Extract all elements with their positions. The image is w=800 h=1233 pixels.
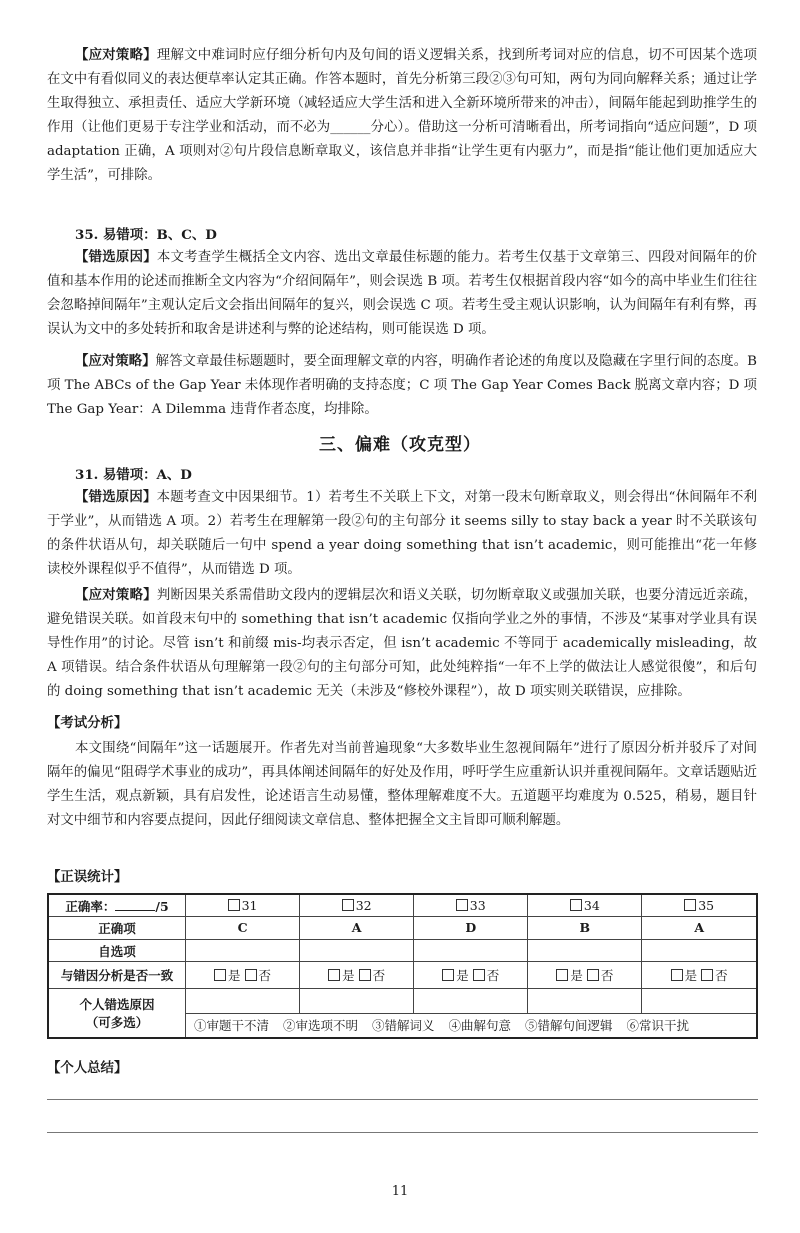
question-number: 35 bbox=[698, 898, 715, 914]
yes-checkbox[interactable] bbox=[442, 969, 454, 981]
accuracy-cell bbox=[48, 894, 186, 917]
correct-answer: C bbox=[186, 917, 300, 940]
reason-options-cell bbox=[186, 1013, 758, 1038]
section-title: 三、偏难（攻克型） bbox=[319, 435, 481, 455]
strategy-tag: 【应对策略】 bbox=[75, 353, 156, 369]
reason-label: 个人错选原因 bbox=[79, 997, 155, 1013]
reason-option: ①审题干不清 bbox=[194, 1018, 270, 1034]
exam-analysis-label: 【考试分析】 bbox=[47, 715, 128, 731]
reason-label-cell bbox=[48, 989, 186, 1038]
summary-write-line[interactable] bbox=[47, 1099, 758, 1100]
no-label: 否 bbox=[258, 968, 272, 984]
correct-answer: D bbox=[414, 917, 528, 940]
error-reason-paragraph-31 bbox=[47, 485, 757, 582]
strategy-text: 理解文中难词时应仔细分析句内及句间的语义逻辑关系，找到所考词对应的信息，切不可因某个选项在文中有看似同义的表达便草率认定其正确。作答本题时，首先分析第三段②③句可知，两句为同向解释关系；通过让学生取得独立、承担责任、适应大学新环境（减轻适应大学生活和进入全新环境所带来的冲击），间隔年能起到助推学生的作用（让他们更易于专注学业和活动，而不必为______分心）。借助这一分析可清晰看出，所考词指向“适应问题”，D 项 adaptation 正确，A 项则对②句片段信息断章取义，该信息并非指“让学生更有内驱力”，而是指“能让他们更加适应大学生活”，可排除。 bbox=[47, 48, 758, 183]
consistency-cell bbox=[414, 962, 528, 989]
yes-checkbox[interactable] bbox=[556, 969, 568, 981]
stats-label: 【正误统计】 bbox=[47, 869, 128, 885]
error-reason-text: 本题考查文中因果细节。1）若考生不关联上下文，对第一段末句断章取义，则会得出“休间隔年不利于学业”，从而错选 A 项。2）若考生在理解第一段②句的主句部分 it seems silly to stay back a year 时不关联该句的条件状语从句，却关联随后一句中 spend a year doing something that isn’t academic，则可能推出“花一年修读校外课程似乎不值得”，从而错选 D 项。 bbox=[47, 490, 757, 577]
table-row bbox=[48, 939, 757, 962]
accuracy-label: 正确率： bbox=[65, 898, 116, 914]
no-checkbox[interactable] bbox=[473, 969, 485, 981]
yes-checkbox[interactable] bbox=[328, 969, 340, 981]
strategy-paragraph-31 bbox=[47, 583, 757, 704]
reason-answer-cell[interactable] bbox=[642, 989, 757, 1014]
strategy-text: 解答文章最佳标题题时，要全面理解文章的内容，明确作者论述的角度以及隐藏在字里行间的态度。B 项 The ABCs of the Gap Year 未体现作者明确的支持态度；C 项 The Gap Year Comes Back 脱离文章内容；D 项 The Gap Year：A Dilemma 违背作者态度，均排除。 bbox=[47, 354, 758, 417]
chosen-answer-cell[interactable] bbox=[414, 939, 528, 962]
question-number: 31 bbox=[241, 898, 258, 914]
question-cell bbox=[642, 894, 757, 917]
yes-checkbox[interactable] bbox=[671, 969, 683, 981]
error-reason-tag: 【错选原因】 bbox=[75, 249, 157, 265]
correct-answer: B bbox=[528, 917, 642, 940]
yes-checkbox[interactable] bbox=[214, 969, 226, 981]
reason-option: ②审选项不明 bbox=[283, 1018, 359, 1034]
question-checkbox[interactable] bbox=[456, 899, 468, 911]
chosen-label: 自选项 bbox=[48, 939, 186, 962]
accuracy-total: /5 bbox=[155, 898, 169, 914]
consistency-cell bbox=[186, 962, 300, 989]
question-31-heading: 31. 易错项：A、D bbox=[75, 467, 192, 483]
reason-option: ④曲解句意 bbox=[448, 1018, 512, 1034]
page-number: 11 bbox=[391, 1184, 409, 1199]
no-checkbox[interactable] bbox=[701, 969, 713, 981]
question-cell bbox=[186, 894, 300, 917]
consistency-cell bbox=[528, 962, 642, 989]
question-number: 32 bbox=[355, 898, 372, 914]
consistency-cell bbox=[300, 962, 414, 989]
question-number: 34 bbox=[583, 898, 600, 914]
question-35-heading: 35. 易错项：B、C、D bbox=[75, 227, 217, 243]
strategy-text: 判断因果关系需借助文段内的逻辑层次和语义关联，切勿断章取义或强加关联，也要分清远近亲疏，避免错误关联。如首段末句中的 something that isn’t academic 仅指向学业之外的事情，不涉及“某事对学业具有误导性作用”的讨论。尽管 isn’t 和前缀 mis-均表示否定，但 isn’t academic 不等同于 academically misleading，故 A 项错误。结合条件状语从句理解第一段②句的主句部分可知，此处纯粹指“一年不上学的做法让人感觉很傻”，和后句的 doing something that isn’t academic 无关（未涉及“修校外课程”），故 D 项实则关联错误，应排除。 bbox=[47, 588, 758, 699]
question-number: 33 bbox=[469, 898, 486, 914]
reason-label-note: （可多选） bbox=[85, 1015, 149, 1031]
reason-answer-cell[interactable] bbox=[300, 989, 414, 1014]
chosen-answer-cell[interactable] bbox=[186, 939, 300, 962]
yes-label: 是 bbox=[342, 968, 355, 984]
reason-answer-cell[interactable] bbox=[414, 989, 528, 1014]
no-checkbox[interactable] bbox=[587, 969, 599, 981]
reason-option: ⑥常识干扰 bbox=[626, 1018, 690, 1034]
consistency-label: 与错因分析是否一致 bbox=[48, 962, 186, 989]
correct-answer: A bbox=[300, 917, 414, 940]
accuracy-blank[interactable] bbox=[115, 897, 155, 911]
no-checkbox[interactable] bbox=[359, 969, 371, 981]
no-label: 否 bbox=[372, 968, 386, 984]
yes-label: 是 bbox=[456, 968, 469, 984]
chosen-answer-cell[interactable] bbox=[642, 939, 757, 962]
yes-label: 是 bbox=[228, 968, 241, 984]
table-row bbox=[48, 894, 757, 917]
yes-label: 是 bbox=[684, 968, 698, 984]
question-checkbox[interactable] bbox=[228, 899, 240, 911]
question-cell bbox=[300, 894, 414, 917]
chosen-answer-cell[interactable] bbox=[528, 939, 642, 962]
error-reason-text: 本文考查学生概括全文内容、选出文章最佳标题的能力。若考生仅基于文章第三、四段对间隔年的价值和基本作用的论述而推断全文内容为“介绍间隔年”，则会误选 B 项。若考生仅根据首段内容“如今的高中毕业生们往往会忽略掉间隔年”主观认定后文会指出间隔年的复兴，则会误选 C 项。若考生受主观认识影响，认为间隔年有利有弊，再误认为文中的多处转折和取舍是讲述利与弊的论述结构，则可能误选 D 项。 bbox=[47, 250, 758, 337]
reason-option: ⑤错解句间逻辑 bbox=[525, 1018, 613, 1034]
error-reason-paragraph-35 bbox=[47, 245, 757, 342]
table-row bbox=[48, 989, 757, 1014]
question-cell bbox=[414, 894, 528, 917]
error-reason-tag: 【错选原因】 bbox=[75, 489, 157, 505]
strategy-tag: 【应对策略】 bbox=[75, 47, 157, 63]
no-label: 否 bbox=[486, 968, 500, 984]
summary-write-line[interactable] bbox=[47, 1132, 758, 1133]
correct-label: 正确项 bbox=[48, 917, 186, 940]
strategy-paragraph-35 bbox=[47, 349, 757, 422]
exam-analysis-paragraph bbox=[47, 737, 757, 833]
chosen-answer-cell[interactable] bbox=[300, 939, 414, 962]
reason-answer-cell[interactable] bbox=[186, 989, 300, 1014]
yes-label: 是 bbox=[570, 968, 583, 984]
correct-answer: A bbox=[642, 917, 757, 940]
strategy-tag: 【应对策略】 bbox=[75, 587, 157, 603]
accuracy-stats-table bbox=[47, 893, 758, 1039]
question-checkbox[interactable] bbox=[570, 899, 582, 911]
question-checkbox[interactable] bbox=[342, 899, 354, 911]
no-label: 否 bbox=[715, 968, 728, 984]
reason-option: ③错解词义 bbox=[372, 1018, 435, 1034]
question-cell bbox=[528, 894, 642, 917]
table-row bbox=[48, 917, 757, 940]
consistency-cell bbox=[642, 962, 757, 989]
personal-summary-label: 【个人总结】 bbox=[47, 1060, 128, 1076]
exam-analysis-text: 本文围绕“间隔年”这一话题展开。作者先对当前普遍现象“大多数毕业生忽视间隔年”进行了原因分析并驳斥了对间隔年的偏见“阻碍学术事业的成功”，再具体阐述间隔年的好处及作用，呼吁学生应重新认识并重视间隔年。文章话题贴近学生生活，观点新颖，具有启发性，论述语言生动易懂，整体理解难度不大。五道题平均难度为 0.525，稍易，题目针对文中细节和内容要点提问，因此仔细阅读文章信息、整体把握全文主旨即可顺利解题。 bbox=[47, 741, 757, 828]
no-label: 否 bbox=[600, 968, 614, 984]
question-checkbox[interactable] bbox=[684, 899, 696, 911]
reason-answer-cell[interactable] bbox=[528, 989, 642, 1014]
strategy-paragraph-34 bbox=[47, 43, 757, 188]
table-row bbox=[48, 962, 757, 989]
no-checkbox[interactable] bbox=[245, 969, 257, 981]
